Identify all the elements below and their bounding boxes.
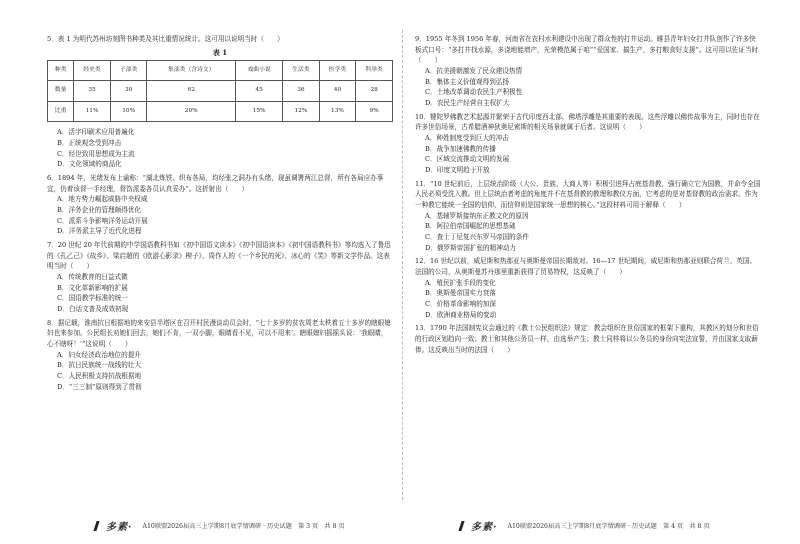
table-header-row (48, 61, 393, 81)
right-footer (460, 518, 710, 533)
question-9 (415, 34, 761, 109)
publisher-logo (460, 518, 497, 533)
table-cell: 9% (356, 101, 393, 121)
answer-option: B．战争加速佛教的传播 (425, 144, 496, 153)
question-stem: 11．“10 世纪前后，上层统治阶级（大公、贵族、大商人等）积极引进拜占庭基督教，强行确立它为国教，并命令全国人民必须受洗入教。但上层统治者考虑的角度并不在基督教的教理和教仪方面，它考虑的是对基督教的政治需求。作为一种教它能统一全国的信仰，而信仰则是国家统一思想的核心。”这段材料可用于解释（ ） (415, 179, 761, 210)
table-header-cell: 种类 (48, 61, 74, 81)
answer-option: B．奥斯曼帝国实力衰落 (425, 289, 496, 298)
answer-option: B．阿拉伯帝国崛起的思想基础 (425, 222, 516, 231)
answer-option: A．殖民扩张手段的变化 (425, 278, 496, 287)
answer-option: B．洋务企业的管理颇得优化 (57, 205, 141, 214)
answer-option: B．集体主义价值观得到弘扬 (425, 77, 509, 86)
question-stem: 7．20 世纪 20 年代前期的中学国语教科书如《初中国语文读本》《初中国语读本》《初中国语教科书》等均选入了鲁迅的《孔乙己》《故乡》、梁启超的《欧游心影录》楔子》、周作人的《一个乡民的死》、冰心的《笑》等新文学作品。这表明当时（ ） (47, 240, 391, 271)
statistics-table (47, 60, 393, 122)
table-cell: 13% (319, 101, 356, 121)
question-7 (47, 240, 393, 315)
table-cell: 12% (283, 101, 320, 121)
answer-option: C．区域交流推动文明的发展 (425, 155, 510, 164)
table-cell: 35 (74, 81, 111, 101)
table-title: 表 1 (212, 47, 228, 57)
table-cell: 15% (236, 101, 283, 121)
table-header-cell: 戏曲小说 (236, 61, 283, 81)
table-cell: 40 (319, 81, 356, 101)
question-stem: 9．1955 年冬到 1956 年春，河南省在农村水利建设中出现了群众性的打井运动。睢县青年妇女打井队创作了许多快板式口号：“多打井找水源，多浇地能增产，光荣模范属于咱”“爱国家、搞生产，多打粮食好支援”。这可用以佐证当时（ ） (415, 35, 759, 65)
logo-mark-icon (458, 521, 470, 531)
question-stem: 6．1894 年，光绪发布上谕称：“湖北炼铁、织布各局，均经张之洞办有头绪，现虽调署两江总督，所有各局应办事宜，仍着该督一手经理，督饬派委各员认真妥办”。这折射出（ ） (47, 173, 384, 193)
answer-option: D．白话文普及成效初现 (57, 304, 129, 313)
answer-option: A．种姓制度受到巨大的冲击 (425, 134, 509, 143)
table-cell: 36 (283, 81, 320, 101)
table-cell: 10% (110, 101, 147, 121)
answer-option: A．地方势力崛起威胁中央权威 (57, 195, 148, 204)
answer-option: D．文化领域的商品化 (57, 160, 122, 169)
table-header-cell: 科举类 (356, 61, 393, 81)
table-cell: 20% (147, 101, 236, 121)
table-cell: 比重 (48, 101, 74, 121)
right-page (415, 34, 761, 358)
answer-option: C．国语教学标准的统一 (57, 294, 128, 303)
table-header-cell: 集部类（含诗文） (147, 61, 236, 81)
table-cell: 30 (110, 81, 147, 101)
table-cell: 45 (236, 81, 283, 101)
answer-option: A．基辅罗斯接纳东正教文化的原因 (425, 211, 529, 220)
logo-text: 多素· (471, 522, 498, 533)
answer-option: C．派系斗争影响洋务运动开展 (57, 216, 148, 225)
question-stem: 8．据记载，淮南抗日根据地的来安县半塔区在召开村民漫谈动员会时，“七十多岁的贫农周老太秩着五十多岁的瞎眼媳妇也来参加。公民组长劝她们回去，她们不肯，一双小脚，眼睛看不见，可以不用来’。瞎眼媳妇摇摇头说：‘我眼睛，心不瞎呀！’”这说明（ ） (47, 318, 391, 348)
table-cell: 28 (356, 81, 393, 101)
table-header-cell: 子部类 (110, 61, 147, 81)
footer-text: A10联盟2026届高三上学期8月底学情调研 · 历史试题 第 3 页 共 8 页 (142, 523, 345, 530)
answer-option: A．妇女经济政治地位的提升 (57, 350, 141, 359)
table-row (48, 101, 393, 121)
answer-option: D．洋务派主导了近代化进程 (57, 227, 142, 236)
answer-option: A．抗美援朝激发了民众建设热情 (425, 67, 523, 76)
answer-option: C．经世致用思想成为主流 (57, 149, 135, 158)
publisher-logo (95, 518, 132, 533)
table-header-cell: 医学类 (319, 61, 356, 81)
question-stem: 10．犍陀罗佛教艺术起源并繁荣于古代印度西北部，佛塔浮雕是其重要的表现。这些浮雕以佛传故事为主，同时也存在许多世俗场景，古希腊酒神狄奥尼索斯的相关场景就属于后者。这说明（ ） (415, 112, 760, 132)
logo-text: 多素· (106, 522, 133, 533)
question-stem: 13．1790 年法国制宪议会通过的《教士公民组织法》规定：教会组织在世俗国家的框架下重构，其教区的划分和世俗的行政区划趋向一致；教士和其他公务员一样，由选举产生；教士同样将以公务员的身份向宪法宣誓，并由国家支取薪俸。这反映出当时的法国（ ） (415, 324, 759, 354)
answer-option: A．活字印刷术应用普遍化 (57, 128, 135, 137)
answer-option: D．“三三制”原则得到了贯彻 (57, 382, 142, 391)
question-12 (415, 256, 761, 320)
answer-option: A．传统教育的日益式微 (57, 272, 128, 281)
answer-option: B．正统观念受到冲击 (57, 138, 122, 147)
table-header-cell: 经史类 (74, 61, 111, 81)
left-footer (95, 518, 345, 533)
answer-option: B．文化革新影响的扩展 (57, 283, 128, 292)
table-cell: 62 (147, 81, 236, 101)
answer-option: C．价格革命影响的加深 (425, 300, 496, 309)
answer-option: C．土地改革调动农民生产积极性 (425, 88, 523, 97)
question-8 (47, 318, 393, 393)
question-5 (47, 34, 393, 170)
answer-option: D．农民生产经营自主权扩大 (425, 99, 510, 108)
question-10 (415, 112, 761, 176)
question-stem: 12．16 世纪以前，威尼斯和热那亚与奥斯曼帝国长期敌对。16—17 世纪期间，威尼斯和热那亚则联合荷兰、英国、法国的公司，从奥斯曼苏丹那里重新获得了贸易特权，这反映了（ ） (415, 257, 757, 277)
page-divider (402, 30, 403, 500)
table-header-cell: 生活类 (283, 61, 320, 81)
question-13 (415, 323, 761, 355)
table-cell: 11% (74, 101, 111, 121)
answer-option: C．查士丁尼复兴东罗马帝国的条件 (425, 233, 529, 242)
table-row (48, 81, 393, 101)
logo-mark-icon (93, 521, 105, 531)
answer-option: D．欧洲商业格局的变动 (425, 310, 497, 319)
answer-option: B．抗日民族统一战线的壮大 (57, 361, 141, 370)
answer-option: C．人民积极支持抗战根据地 (57, 371, 142, 380)
answer-option: D．印度文明趋于开放 (425, 166, 490, 175)
footer-text: A10联盟2026届高三上学期8月底学情调研 · 历史试题 第 4 页 共 8 页 (507, 523, 710, 530)
question-stem: 5．表 1 为明代苏州坊刻图书种类及其比重情况统计。这可用以说明当时（ ） (47, 35, 284, 43)
question-11 (415, 179, 761, 254)
question-6 (47, 173, 393, 237)
answer-option: D．俄罗斯帝国扩张的精神动力 (425, 243, 517, 252)
left-page (47, 34, 393, 395)
table-cell: 数量 (48, 81, 74, 101)
